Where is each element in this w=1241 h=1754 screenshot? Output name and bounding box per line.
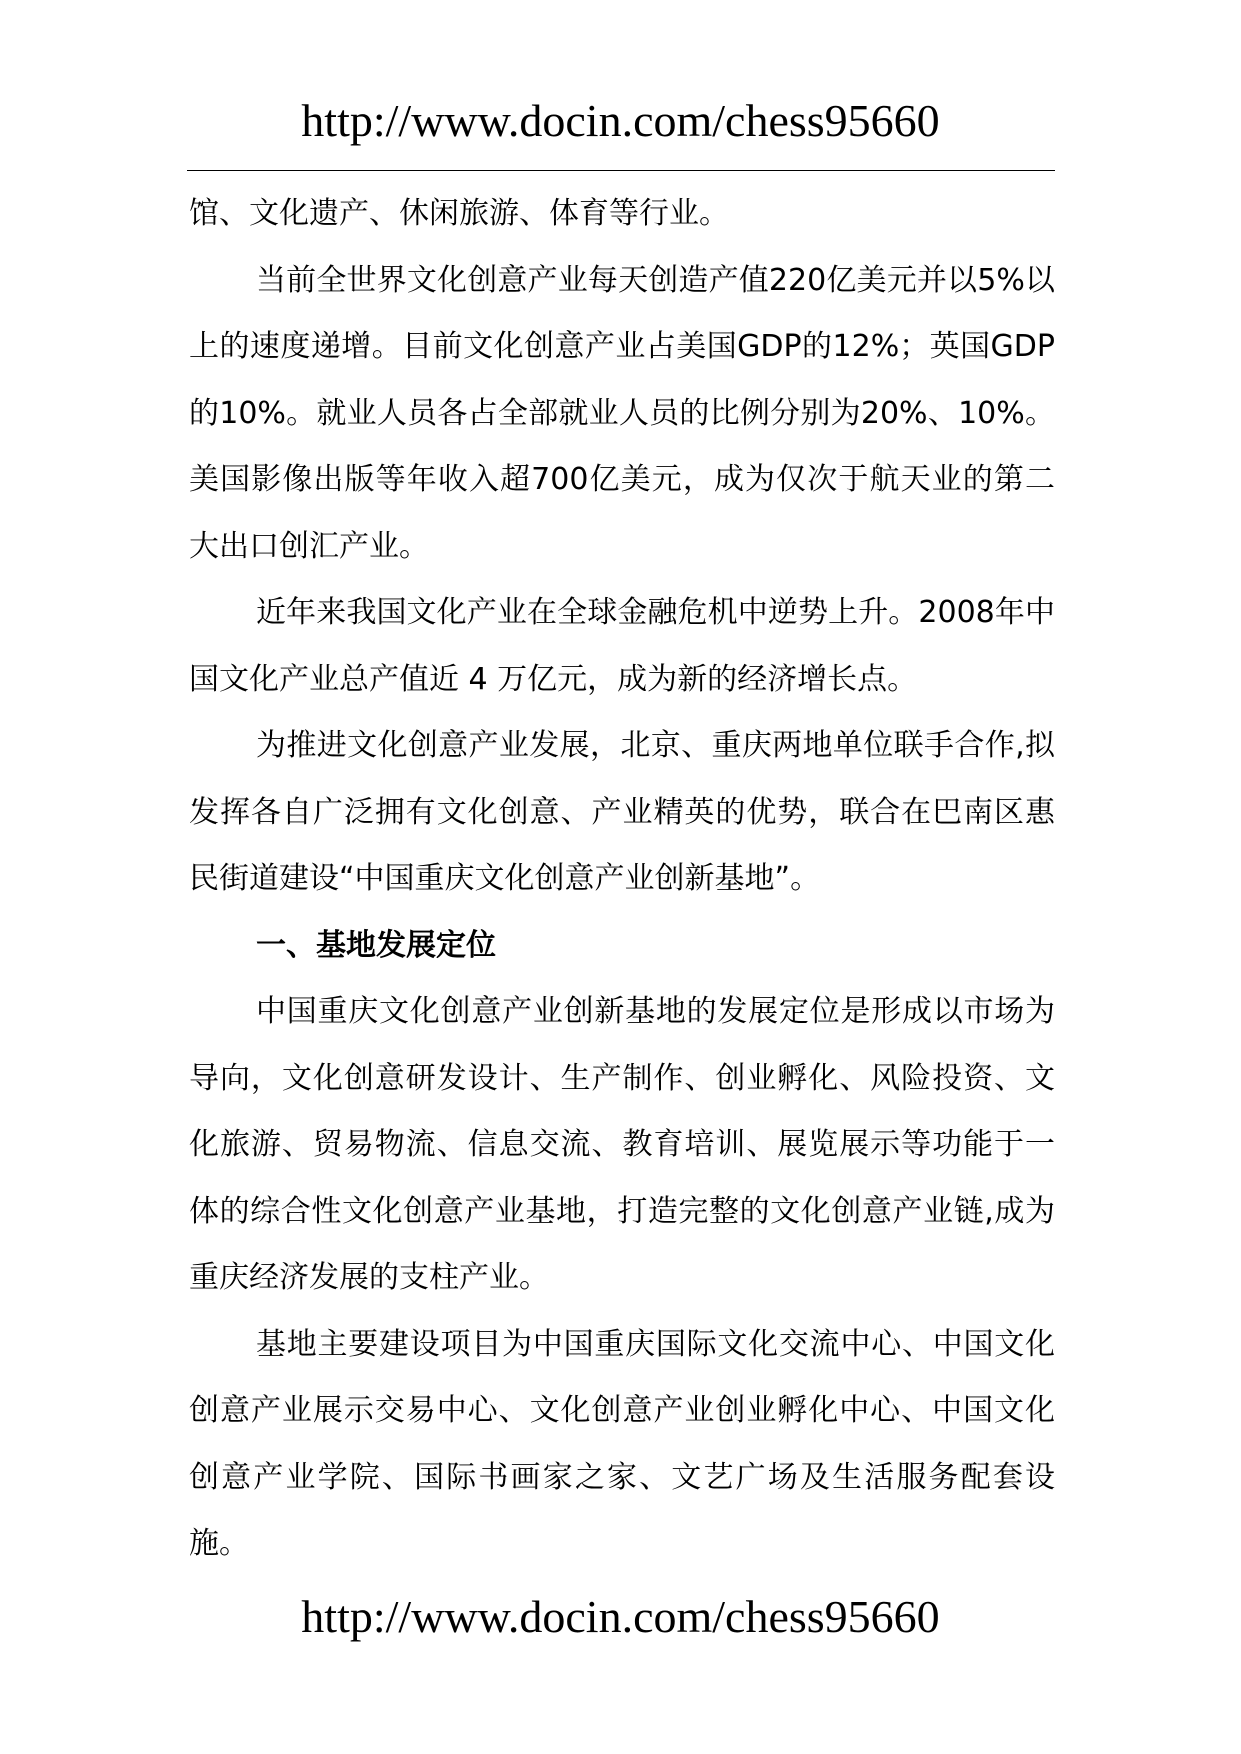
- paragraph-china-growth: 近年来我国文化产业在全球金融危机中逆势上升。2008年中国文化产业总产值近 4 万亿元，成为新的经济增长点。: [189, 595, 1055, 697]
- paragraph-continuation: 馆、文化遗产、休闲旅游、体育等行业。: [189, 196, 729, 231]
- paragraph-positioning: 中国重庆文化创意产业创新基地的发展定位是形成以市场为导向，文化创意研发设计、生产制作、创业孵化、风险投资、文化旅游、贸易物流、信息交流、教育培训、展览展示等功能于一体的综合性文化创意产业基地，打造完整的文化创意产业链,成为重庆经济发展的支柱产业。: [189, 994, 1055, 1295]
- header-divider: [187, 170, 1055, 171]
- footer-url: http://www.docin.com/chess95660: [301, 1591, 940, 1642]
- document-body: [189, 181, 1055, 1578]
- paragraph-projects: 基地主要建设项目为中国重庆国际文化交流中心、中国文化创意产业展示交易中心、文化创意产业创业孵化中心、中国文化创意产业学院、国际书画家之家、文艺广场及生活服务配套设施。: [189, 1326, 1055, 1561]
- paragraph-industry-stats: 当前全世界文化创意产业每天创造产值220亿美元并以5%以上的速度递增。目前文化创意产业占美国GDP的12%；英国GDP的10%。就业人员各占全部就业人员的比例分别为20%、10%。美国影像出版等年收入超700亿美元，成为仅次于航天业的第二大出口创汇产业。: [189, 262, 1055, 564]
- section-heading: 一、基地发展定位: [256, 927, 496, 963]
- header-url: http://www.docin.com/chess95660: [301, 95, 940, 146]
- paragraph-cooperation: 为推进文化创意产业发展，北京、重庆两地单位联手合作,拟发挥各自广泛拥有文化创意、产业精英的优势，联合在巴南区惠民街道建设“中国重庆文化创意产业创新基地”。: [189, 728, 1055, 896]
